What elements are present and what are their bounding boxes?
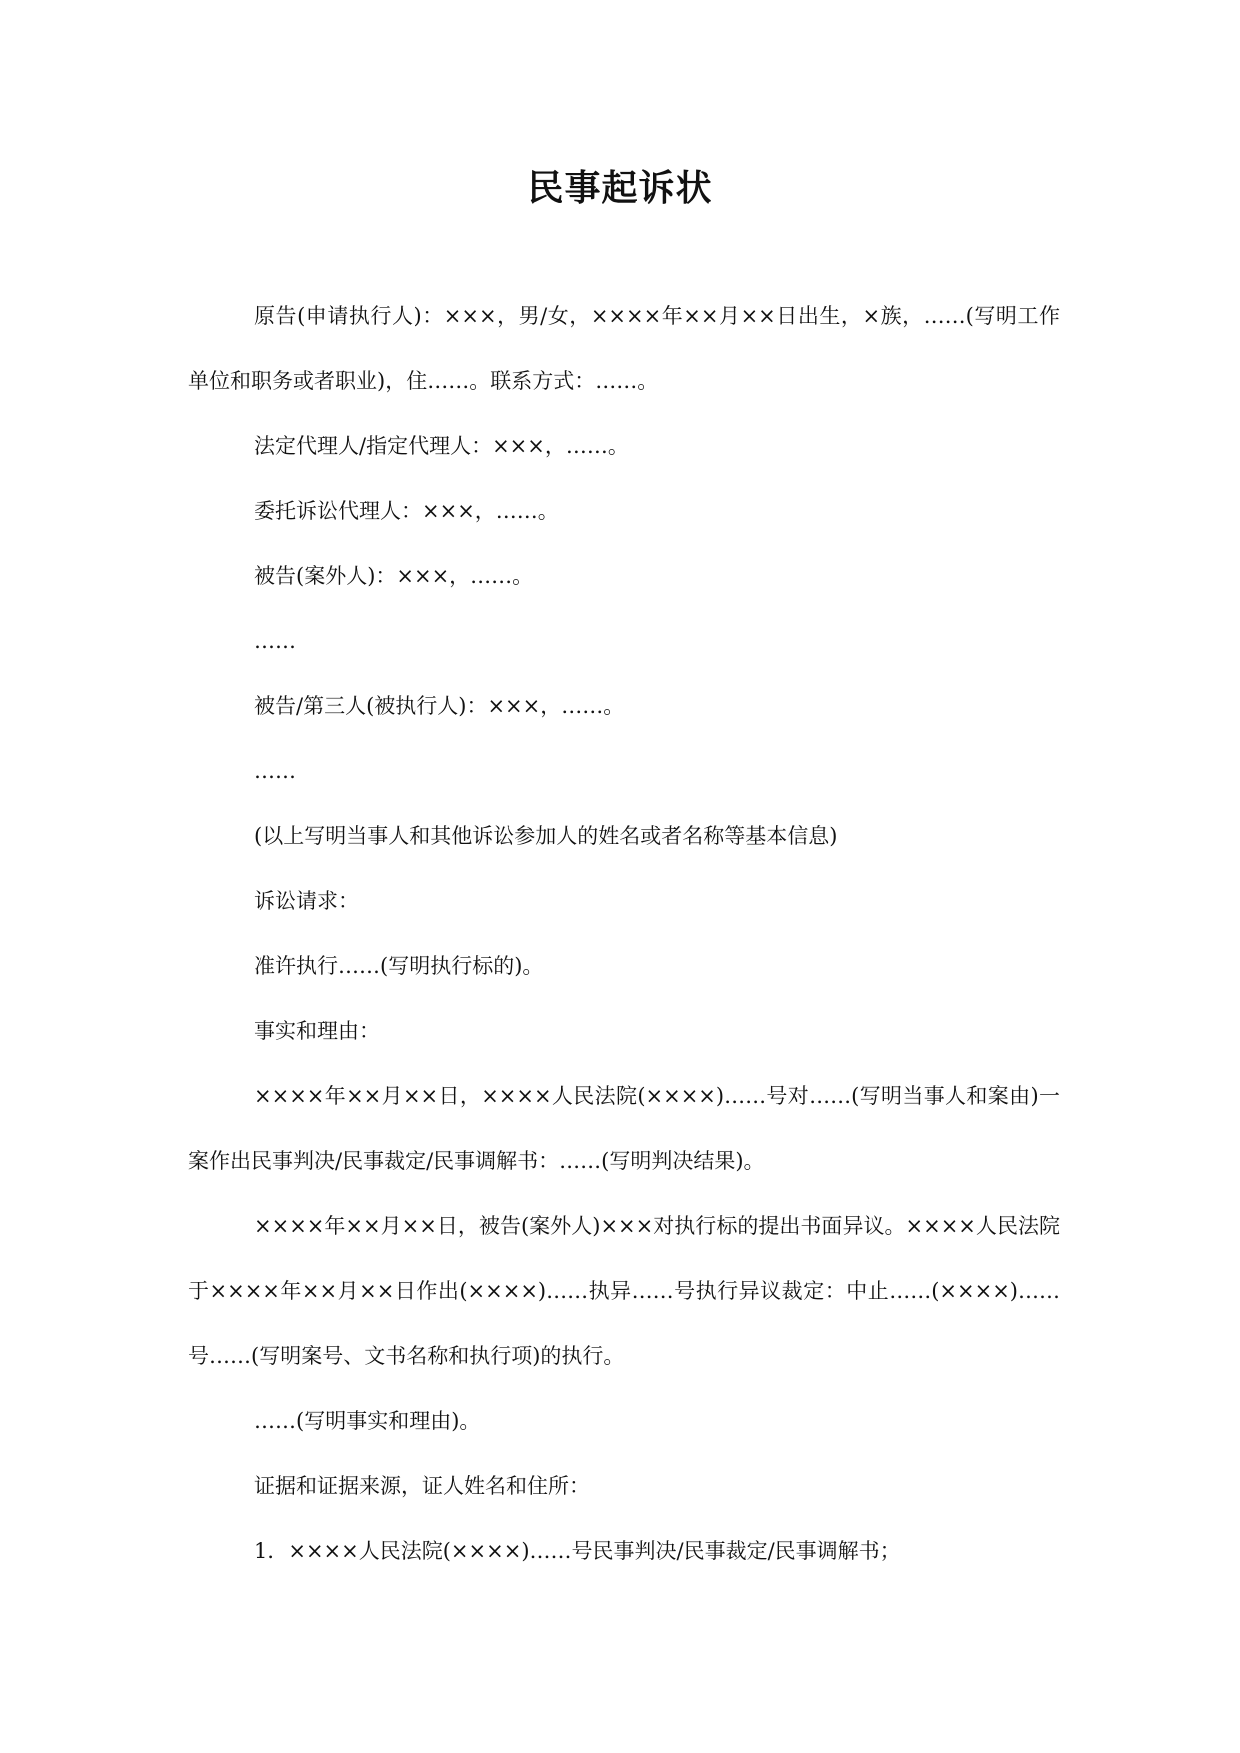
paragraph-plaintiff: 原告(申请执行人)：×××，男/女，××××年××月××日出生，×族，……(写明工作单位和职务或者职业)，住……。联系方式：……。 [188,304,1060,393]
paragraph-ellipsis: …… [254,629,296,653]
paragraph-facts-reasons: ……(写明事实和理由)。 [254,1409,481,1433]
paragraph-facts-judgment: ××××年××月××日，××××人民法院(××××)……号对……(写明当事人和案由)一案作出民事判决/民事裁定/民事调解书：……(写明判决结果)。 [188,1084,1060,1173]
paragraph-claim: 准许执行……(写明执行标的)。 [254,954,544,978]
paragraph-legal-representative: 法定代理人/指定代理人：×××，……。 [254,434,629,458]
paragraph-evidence-item: 1．××××人民法院(××××)……号民事判决/民事裁定/民事调解书； [254,1539,901,1563]
paragraph-facts-heading: 事实和理由： [254,1019,380,1043]
paragraph-entrusted-agent: 委托诉讼代理人：×××，……。 [254,499,559,523]
paragraph-claims-heading: 诉讼请求： [254,889,359,913]
document-title: 民事起诉状 [527,167,713,209]
paragraph-ellipsis: …… [254,759,296,783]
document-body [188,284,1060,1584]
paragraph-evidence-heading: 证据和证据来源，证人姓名和住所： [254,1474,590,1498]
paragraph-parties-note: (以上写明当事人和其他诉讼参加人的姓名或者名称等基本信息) [254,824,838,848]
paragraph-defendant: 被告(案外人)：×××，……。 [254,564,534,588]
paragraph-facts-objection: ××××年××月××日，被告(案外人)×××对执行标的提出书面异议。××××人民法院于××××年××月××日作出(××××)……执异……号执行异议裁定：中止……(××××)……号……(写明案号、文书名称和执行项)的执行。 [188,1214,1060,1368]
paragraph-third-party: 被告/第三人(被执行人)：×××，……。 [254,694,625,718]
